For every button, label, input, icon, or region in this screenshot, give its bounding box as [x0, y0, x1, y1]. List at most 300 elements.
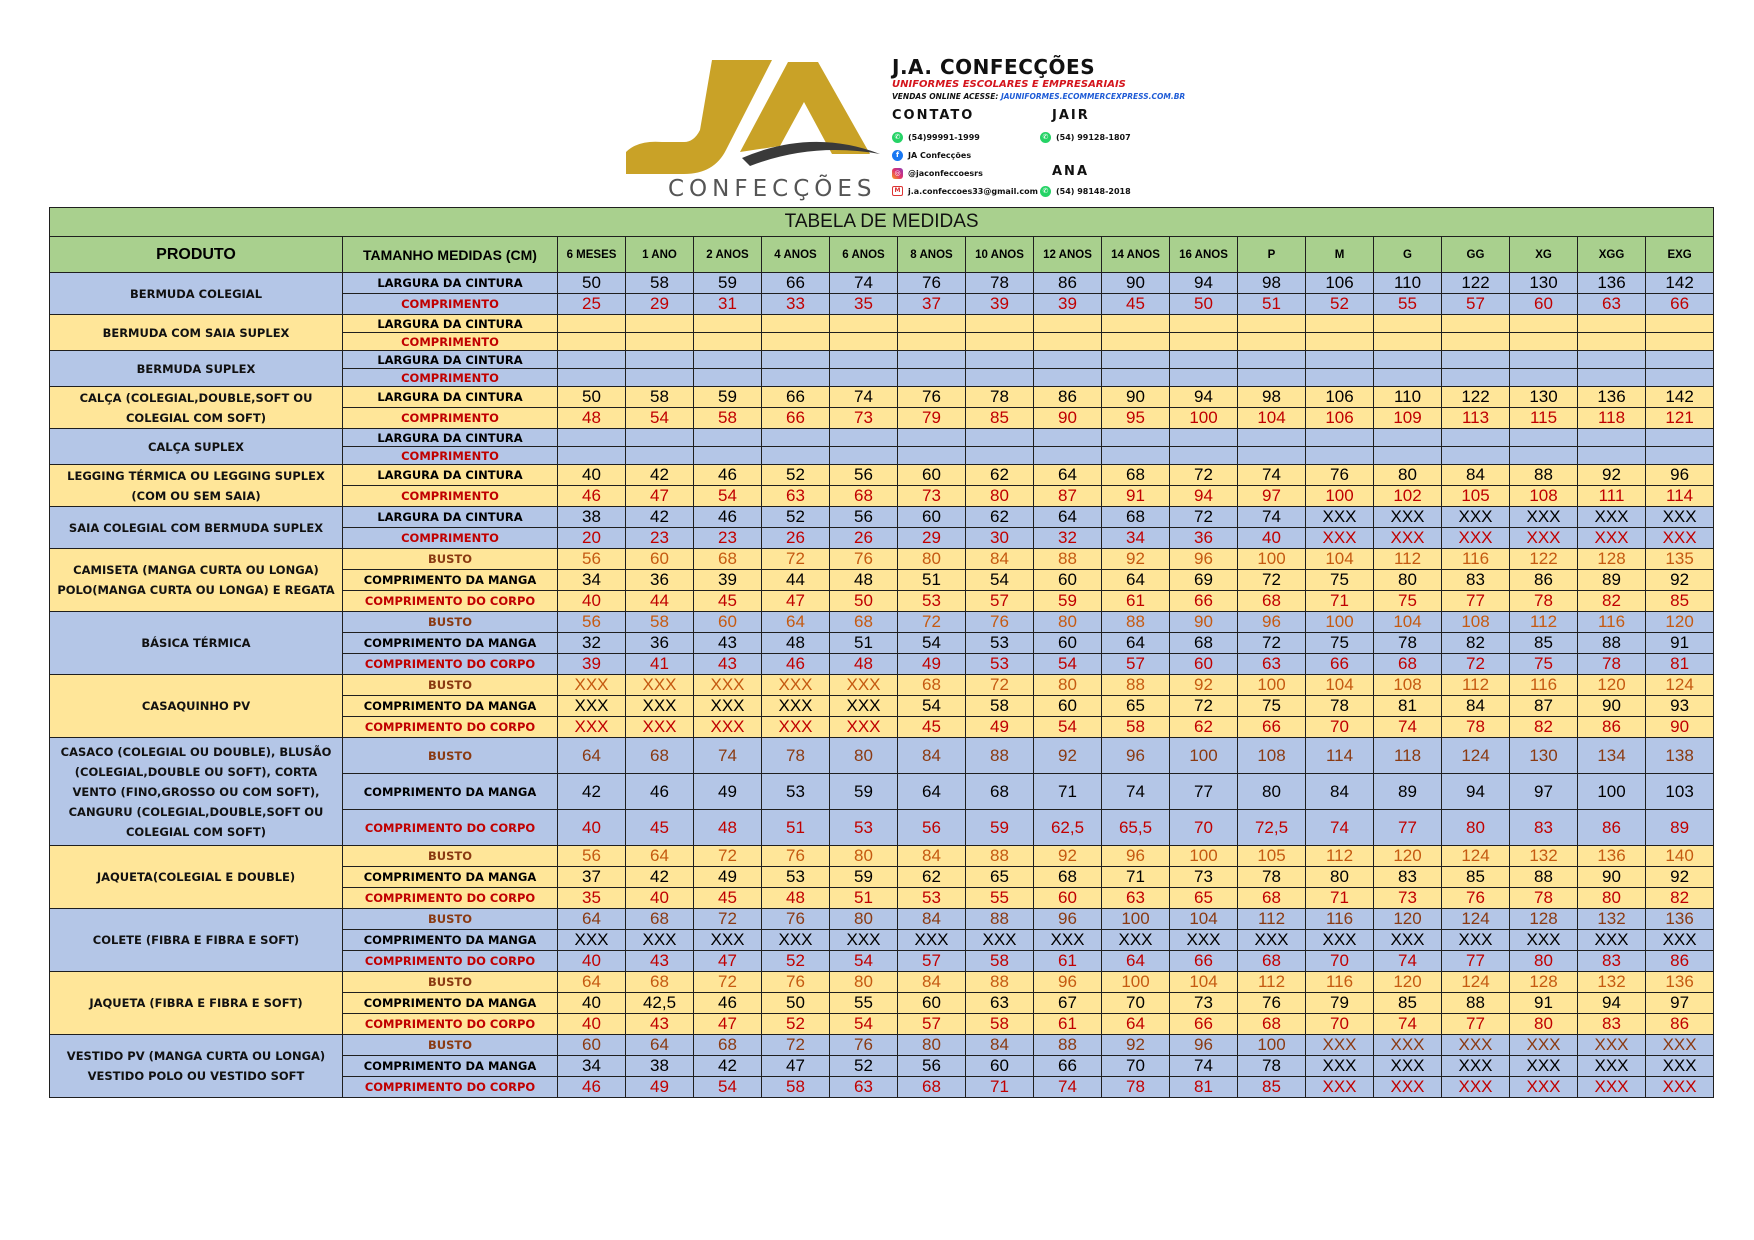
measurement-value [966, 447, 1034, 465]
measurement-value: 92 [1578, 465, 1646, 486]
measurement-value: 93 [1646, 696, 1714, 717]
ana-heading: ANA [1052, 164, 1090, 179]
measurement-value: 37 [558, 867, 626, 888]
measurement-value: 94 [1578, 993, 1646, 1014]
measurement-value [1646, 429, 1714, 447]
measurement-value [830, 333, 898, 351]
measurement-value: 90 [1646, 717, 1714, 738]
measurement-value: 68 [1238, 888, 1306, 909]
measurement-value [1034, 369, 1102, 387]
column-header-size: GG [1442, 237, 1510, 273]
measurement-value: 91 [1510, 993, 1578, 1014]
measurement-value [966, 429, 1034, 447]
measurement-value [626, 369, 694, 387]
measurement-value: 68 [626, 738, 694, 774]
measurement-value: 46 [626, 774, 694, 810]
measurement-value: XXX [626, 675, 694, 696]
measurement-value [1102, 369, 1170, 387]
measurement-value: 52 [762, 465, 830, 486]
measurement-value: 68 [626, 972, 694, 993]
measurement-value: XXX [558, 696, 626, 717]
measurement-value [762, 447, 830, 465]
measurement-value: 36 [626, 570, 694, 591]
measurement-value: 72 [762, 549, 830, 570]
measurement-value: 54 [1034, 654, 1102, 675]
measurement-value: 56 [898, 1056, 966, 1077]
measurement-value: 46 [694, 507, 762, 528]
measurement-value: 86 [1034, 273, 1102, 294]
measurement-value: 100 [1238, 675, 1306, 696]
contact-facebook[interactable]: JA Confecções [908, 151, 972, 160]
product-name: BERMUDA COLEGIAL [50, 273, 343, 315]
measurement-value [1034, 447, 1102, 465]
measurement-value: 76 [966, 612, 1034, 633]
measurement-label: LARGURA DA CINTURA [343, 315, 558, 333]
measurement-value: 74 [1102, 774, 1170, 810]
column-header-size: XGG [1578, 237, 1646, 273]
contact-email[interactable]: j.a.confeccoes33@gmail.com [908, 186, 1038, 196]
measurement-value: 98 [1238, 387, 1306, 408]
measurement-value: 97 [1510, 774, 1578, 810]
measurement-value: XXX [830, 696, 898, 717]
measurement-value: 40 [1238, 528, 1306, 549]
measurement-value: 105 [1238, 846, 1306, 867]
measurement-value [830, 447, 898, 465]
measurement-value: XXX [1646, 507, 1714, 528]
measurement-value [1646, 369, 1714, 387]
measurement-value: 60 [558, 1035, 626, 1056]
product-name: JAQUETA(COLEGIAL E DOUBLE) [50, 846, 343, 909]
measurement-value: 40 [558, 993, 626, 1014]
measurement-label: COMPRIMENTO DO CORPO [343, 717, 558, 738]
measurement-value: 68 [898, 675, 966, 696]
measurement-value [626, 429, 694, 447]
measurement-value [626, 447, 694, 465]
measurement-value: 80 [1578, 888, 1646, 909]
column-header-size: M [1306, 237, 1374, 273]
measurement-value: 41 [626, 654, 694, 675]
measurement-value: XXX [1374, 930, 1442, 951]
measurement-value [762, 369, 830, 387]
measurement-value: 120 [1374, 909, 1442, 930]
measurement-value: 60 [1034, 633, 1102, 654]
measurement-value: 106 [1306, 408, 1374, 429]
measurement-value: 115 [1510, 408, 1578, 429]
measurement-value [626, 351, 694, 369]
measurement-value: 58 [1102, 717, 1170, 738]
measurement-value: 53 [762, 774, 830, 810]
measurement-value: 58 [626, 387, 694, 408]
measurement-value [1510, 351, 1578, 369]
measurement-value: 124 [1442, 738, 1510, 774]
measurement-value: 56 [558, 612, 626, 633]
measurement-value: 104 [1170, 909, 1238, 930]
measurement-value: 96 [1034, 972, 1102, 993]
measurement-value: XXX [830, 717, 898, 738]
measurement-value: 71 [966, 1077, 1034, 1098]
measurement-value: 58 [966, 696, 1034, 717]
measurement-value: 95 [1102, 408, 1170, 429]
measurement-value: 46 [762, 654, 830, 675]
measurement-value: 68 [626, 909, 694, 930]
measurement-value: 63 [1578, 294, 1646, 315]
measurement-value: 40 [626, 888, 694, 909]
measurement-value: 75 [1306, 570, 1374, 591]
measurement-value: 80 [830, 972, 898, 993]
measurement-value: 91 [1102, 486, 1170, 507]
measurement-value: 135 [1646, 549, 1714, 570]
measurement-value: 100 [1170, 846, 1238, 867]
measurement-value: XXX [694, 675, 762, 696]
measurement-value [898, 447, 966, 465]
measurement-value: XXX [1646, 1077, 1714, 1098]
measurement-value: 46 [558, 486, 626, 507]
measurement-label: COMPRIMENTO DA MANGA [343, 1056, 558, 1077]
measurement-value: 75 [1374, 591, 1442, 612]
measurement-value: 76 [830, 1035, 898, 1056]
ana-phone-line [1040, 186, 1131, 197]
measurement-value: 53 [830, 810, 898, 846]
measurement-value: 35 [558, 888, 626, 909]
measurement-value: 136 [1578, 387, 1646, 408]
measurement-value: XXX [694, 717, 762, 738]
measurement-value: 68 [966, 774, 1034, 810]
measurement-value: 120 [1374, 846, 1442, 867]
column-header-size: 14 ANOS [1102, 237, 1170, 273]
measurement-value: XXX [1442, 1035, 1510, 1056]
measurement-value [1306, 429, 1374, 447]
measurement-value: 48 [762, 888, 830, 909]
measurement-value [694, 315, 762, 333]
measurement-value: 136 [1646, 972, 1714, 993]
measurement-value: 61 [1034, 1014, 1102, 1035]
measurement-value [1578, 447, 1646, 465]
product-name: CASACO (COLEGIAL OU DOUBLE), BLUSÃO (COLEGIAL,DOUBLE OU SOFT), CORTA VENTO (FINO,GROSSO OU COM SOFT), CANGURU (COLEGIAL,DOUBLE,SOFT OU COLEGIAL COM SOFT) [50, 738, 343, 846]
measurement-value: 26 [830, 528, 898, 549]
measurement-label: COMPRIMENTO DO CORPO [343, 654, 558, 675]
measurement-value: 84 [1442, 696, 1510, 717]
table-row [50, 507, 1714, 528]
measurement-value [1238, 351, 1306, 369]
measurement-value: 40 [558, 1014, 626, 1035]
measurement-value: 86 [1510, 570, 1578, 591]
measurement-value: 78 [1238, 1056, 1306, 1077]
measurement-value [558, 333, 626, 351]
measurement-value: 112 [1374, 549, 1442, 570]
measurement-value: XXX [1238, 930, 1306, 951]
measurement-value: 92 [1646, 867, 1714, 888]
measurement-value: 94 [1170, 387, 1238, 408]
measurement-value: 49 [694, 774, 762, 810]
measurement-value: 83 [1578, 1014, 1646, 1035]
measurement-value: 132 [1510, 846, 1578, 867]
measurement-value: 72 [898, 612, 966, 633]
measurement-label: COMPRIMENTO [343, 528, 558, 549]
measurement-value: 72 [1442, 654, 1510, 675]
measurement-value: 37 [898, 294, 966, 315]
measurement-value: 122 [1442, 387, 1510, 408]
measurement-value: 84 [898, 738, 966, 774]
measurement-value: 47 [626, 486, 694, 507]
measurement-value: 114 [1306, 738, 1374, 774]
column-header-size: G [1374, 237, 1442, 273]
measurement-value: 86 [1578, 717, 1646, 738]
measurement-value: 74 [1306, 810, 1374, 846]
measurement-value: 40 [558, 951, 626, 972]
jair-phone[interactable]: (54) 99128-1807 [1056, 133, 1131, 142]
measurement-value: 42 [558, 774, 626, 810]
measurement-label: BUSTO [343, 846, 558, 867]
measurement-value: 42 [626, 867, 694, 888]
measurement-value: XXX [1102, 930, 1170, 951]
measurement-value: 100 [1170, 738, 1238, 774]
measurement-value: 65 [1102, 696, 1170, 717]
measurement-label: COMPRIMENTO [343, 333, 558, 351]
measurement-value: 88 [1510, 465, 1578, 486]
measurement-value: 36 [1170, 528, 1238, 549]
measurement-value [1578, 369, 1646, 387]
table-row [50, 846, 1714, 867]
measurement-value: XXX [830, 675, 898, 696]
measurement-value: 109 [1374, 408, 1442, 429]
measurement-value [1646, 351, 1714, 369]
measurement-value: 65 [1170, 888, 1238, 909]
measurement-value [1646, 315, 1714, 333]
measurement-value [1306, 333, 1374, 351]
measurement-value: XXX [1510, 1035, 1578, 1056]
column-header-produto: PRODUTO [50, 237, 343, 273]
measurement-value: XXX [1306, 1077, 1374, 1098]
measurement-value: 54 [830, 1014, 898, 1035]
measurement-value: 64 [1034, 465, 1102, 486]
measurement-label: COMPRIMENTO DA MANGA [343, 570, 558, 591]
measurement-value: XXX [1306, 507, 1374, 528]
measurement-value [1238, 429, 1306, 447]
measurement-value: 20 [558, 528, 626, 549]
measurement-value: 86 [1578, 810, 1646, 846]
measurement-label: COMPRIMENTO DO CORPO [343, 951, 558, 972]
measurement-value: 47 [762, 591, 830, 612]
column-header-size: 10 ANOS [966, 237, 1034, 273]
measurement-value: 82 [1646, 888, 1714, 909]
contact-instagram[interactable]: @jaconfeccoesrs [908, 169, 983, 178]
measurement-value: 106 [1306, 387, 1374, 408]
measurement-value [558, 447, 626, 465]
measurement-value: 80 [830, 738, 898, 774]
measurement-value: 53 [966, 654, 1034, 675]
measurement-value: XXX [1306, 1056, 1374, 1077]
measurement-value: 108 [1442, 612, 1510, 633]
table-row [50, 909, 1714, 930]
measurement-value [1306, 369, 1374, 387]
measurement-value [694, 333, 762, 351]
measurement-value: 63 [830, 1077, 898, 1098]
measurement-value: 61 [1034, 951, 1102, 972]
measurement-value: 89 [1374, 774, 1442, 810]
column-header-size: 2 ANOS [694, 237, 762, 273]
table-row [50, 351, 1714, 369]
measurement-value: 76 [898, 273, 966, 294]
measurement-value: 132 [1578, 972, 1646, 993]
measurement-value [966, 315, 1034, 333]
measurement-value: XXX [1442, 930, 1510, 951]
measurement-value: XXX [762, 717, 830, 738]
sales-url[interactable]: JAUNIFORMES.ECOMMERCEXPRESS.COM.BR [1000, 92, 1186, 101]
measurement-value [1034, 315, 1102, 333]
measurement-value: 68 [898, 1077, 966, 1098]
measurement-value: 68 [1374, 654, 1442, 675]
measurement-value: 80 [1034, 612, 1102, 633]
measurement-value: XXX [1374, 1077, 1442, 1098]
measurement-value: 108 [1238, 738, 1306, 774]
measurement-value: 58 [626, 273, 694, 294]
product-name: CASAQUINHO PV [50, 675, 343, 738]
measurement-value: 59 [694, 387, 762, 408]
measurement-value: 51 [830, 888, 898, 909]
measurement-value: 47 [694, 951, 762, 972]
measurement-value: XXX [1442, 1077, 1510, 1098]
measurement-value: 100 [1238, 1035, 1306, 1056]
measurement-value: XXX [1510, 507, 1578, 528]
measurement-value: XXX [762, 696, 830, 717]
measurement-value [1510, 315, 1578, 333]
measurement-value: 72 [1170, 465, 1238, 486]
measurement-value [1102, 315, 1170, 333]
measurement-value: 63 [762, 486, 830, 507]
measurement-value: 69 [1170, 570, 1238, 591]
measurement-value: 23 [626, 528, 694, 549]
measurement-value: 88 [966, 846, 1034, 867]
measurement-value: 78 [1442, 717, 1510, 738]
measurement-value [1170, 369, 1238, 387]
measurement-value: 64 [626, 846, 694, 867]
measurement-label: LARGURA DA CINTURA [343, 273, 558, 294]
measurement-value [1578, 315, 1646, 333]
measurement-value: 74 [830, 273, 898, 294]
measurement-value: 51 [1238, 294, 1306, 315]
measurement-value: 124 [1442, 909, 1510, 930]
measurement-value: 36 [626, 633, 694, 654]
measurement-value: 40 [558, 465, 626, 486]
measurement-value: 48 [694, 810, 762, 846]
measurement-value [1238, 315, 1306, 333]
measurement-value: 116 [1442, 549, 1510, 570]
measurement-value [1170, 315, 1238, 333]
measurement-value: 112 [1306, 846, 1374, 867]
measurement-value [1034, 351, 1102, 369]
product-name: BERMUDA COM SAIA SUPLEX [50, 315, 343, 351]
measurement-value: 94 [1442, 774, 1510, 810]
measurement-value: 142 [1646, 387, 1714, 408]
measurement-value: 130 [1510, 738, 1578, 774]
column-header-size: P [1238, 237, 1306, 273]
measurement-value: 73 [830, 408, 898, 429]
measurement-value: 68 [830, 486, 898, 507]
measurement-value: 136 [1578, 273, 1646, 294]
measurement-value: XXX [1578, 1077, 1646, 1098]
measurement-value: 55 [966, 888, 1034, 909]
measurement-value: 66 [1170, 1014, 1238, 1035]
measurement-value: 72 [762, 1035, 830, 1056]
measurement-value: 76 [1238, 993, 1306, 1014]
measurement-value: 40 [558, 591, 626, 612]
measurement-value: 70 [1102, 1056, 1170, 1077]
product-name: BERMUDA SUPLEX [50, 351, 343, 387]
measurement-value: 77 [1374, 810, 1442, 846]
measurement-value: 84 [966, 1035, 1034, 1056]
measurement-value: 56 [830, 507, 898, 528]
product-name: SAIA COLEGIAL COM BERMUDA SUPLEX [50, 507, 343, 549]
measurement-value: 124 [1442, 972, 1510, 993]
measurement-value: 104 [1170, 972, 1238, 993]
measurement-value: 43 [694, 654, 762, 675]
measurement-label: LARGURA DA CINTURA [343, 387, 558, 408]
measurement-value: 78 [966, 273, 1034, 294]
column-header-size: 8 ANOS [898, 237, 966, 273]
measurement-value: XXX [626, 717, 694, 738]
measurement-value: 88 [1510, 867, 1578, 888]
measurement-value [1374, 315, 1442, 333]
measurement-value: XXX [1442, 1056, 1510, 1077]
measurement-label: COMPRIMENTO DA MANGA [343, 774, 558, 810]
measurement-value: 50 [830, 591, 898, 612]
measurement-value [1170, 429, 1238, 447]
measurement-value: 75 [1238, 696, 1306, 717]
measurement-value [898, 429, 966, 447]
measurement-value: 57 [966, 591, 1034, 612]
measurement-value: 66 [1238, 717, 1306, 738]
measurement-value: 92 [1034, 738, 1102, 774]
measurement-value: 124 [1442, 846, 1510, 867]
measurement-value: 78 [1238, 867, 1306, 888]
measurement-value: 58 [762, 1077, 830, 1098]
contact-block [892, 108, 1212, 204]
measurement-value: 80 [1442, 810, 1510, 846]
measurement-value: 130 [1510, 387, 1578, 408]
measurement-value [558, 369, 626, 387]
measurement-value: 51 [762, 810, 830, 846]
measurement-value: XXX [1578, 1035, 1646, 1056]
measurement-value: 73 [1170, 867, 1238, 888]
measurement-value: 68 [694, 1035, 762, 1056]
measurement-value: 74 [1374, 1014, 1442, 1035]
table-row [50, 675, 1714, 696]
measurement-label: COMPRIMENTO DO CORPO [343, 1014, 558, 1035]
measurement-value: 76 [1442, 888, 1510, 909]
measurement-value: 100 [1102, 972, 1170, 993]
measurement-value: 134 [1578, 738, 1646, 774]
measurement-value: 88 [1034, 549, 1102, 570]
measurement-value: 78 [1510, 591, 1578, 612]
measurement-value: 84 [1442, 465, 1510, 486]
measurement-value: 73 [1170, 993, 1238, 1014]
measurement-value: 120 [1578, 675, 1646, 696]
measurement-value: 56 [558, 846, 626, 867]
contact-phone[interactable]: (54)99991-1999 [908, 133, 980, 142]
measurement-value: 88 [1102, 675, 1170, 696]
measurement-value: XXX [1374, 507, 1442, 528]
measurement-value: XXX [1306, 930, 1374, 951]
measurement-value: 44 [626, 591, 694, 612]
ana-phone[interactable]: (54) 98148-2018 [1056, 187, 1131, 196]
column-header-size: EXG [1646, 237, 1714, 273]
measurement-value: 84 [898, 846, 966, 867]
measurement-value: 112 [1238, 909, 1306, 930]
product-name: VESTIDO PV (MANGA CURTA OU LONGA) VESTIDO POLO OU VESTIDO SOFT [50, 1035, 343, 1098]
measurement-value: 90 [1578, 867, 1646, 888]
measurement-label: BUSTO [343, 549, 558, 570]
measurement-value: 74 [1170, 1056, 1238, 1077]
